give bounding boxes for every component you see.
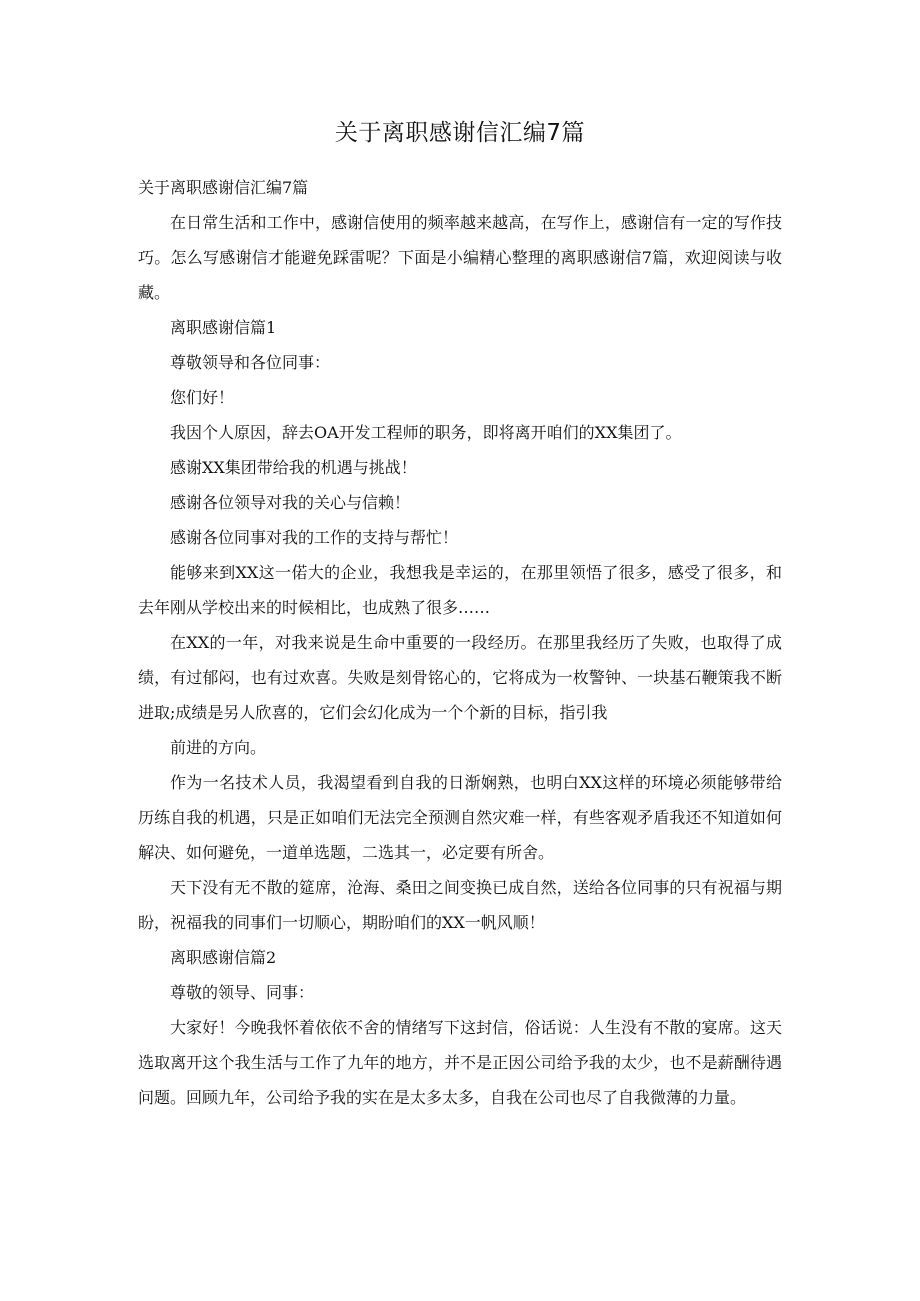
body-paragraph: 天下没有无不散的筵席，沧海、桑田之间变换已成自然，送给各位同事的只有祝福与期盼，祝福我的同事们一切顺心，期盼咱们的XX一帆风顺！ bbox=[138, 878, 782, 932]
section-heading-letter-1: 离职感谢信篇1 bbox=[170, 318, 277, 337]
body-paragraph: 作为一名技术人员，我渴望看到自我的日渐娴熟，也明白XX这样的环境必须能够带给历练自我的机遇，只是正如咱们无法完全预测自然灾难一样，有些客观矛盾我还不知道如何解决、如何避免，一道单选题，二选其一，必定要有所舍。 bbox=[138, 773, 782, 862]
letter-1-salutation: 尊敬领导和各位同事： bbox=[170, 353, 331, 372]
letter-2-salutation: 尊敬的领导、同事： bbox=[170, 983, 315, 1002]
document-subtitle: 关于离职感谢信汇编7篇 bbox=[138, 178, 309, 197]
body-paragraph: 感谢各位同事对我的工作的支持与帮忙！ bbox=[170, 528, 459, 547]
document-body bbox=[138, 170, 782, 1115]
section-heading-letter-2: 离职感谢信篇2 bbox=[170, 948, 277, 967]
body-paragraph: 能够来到XX这一偌大的企业，我想我是幸运的，在那里领悟了很多，感受了很多，和去年刚从学校出来的时候相比，也成熟了很多…… bbox=[138, 563, 782, 617]
body-paragraph: 前进的方向。 bbox=[170, 738, 267, 757]
letter-1-greeting: 您们好！ bbox=[170, 388, 235, 407]
body-paragraph: 我因个人原因，辞去OA开发工程师的职务，即将离开咱们的XX集团了。 bbox=[170, 423, 682, 442]
body-paragraph: 感谢各位领导对我的关心与信赖！ bbox=[170, 493, 411, 512]
document-title: 关于离职感谢信汇编7篇 bbox=[334, 120, 586, 146]
body-paragraph: 在XX的一年，对我来说是生命中重要的一段经历。在那里我经历了失败，也取得了成绩，有过郁闷，也有过欢喜。失败是刻骨铭心的，它将成为一枚警钟、一块基石鞭策我不断进取;成绩是另人欣喜的，它们会幻化成为一个个新的目标，指引我 bbox=[138, 633, 782, 722]
body-paragraph: 感谢XX集团带给我的机遇与挑战！ bbox=[170, 458, 417, 477]
intro-paragraph: 在日常生活和工作中，感谢信使用的频率越来越高，在写作上，感谢信有一定的写作技巧。怎么写感谢信才能避免踩雷呢？下面是小编精心整理的离职感谢信7篇，欢迎阅读与收藏。 bbox=[138, 213, 782, 302]
body-paragraph: 大家好！今晚我怀着依依不舍的情绪写下这封信，俗话说：人生没有不散的宴席。这天选取离开这个我生活与工作了九年的地方，并不是正因公司给予我的太少，也不是薪酬待遇问题。回顾九年，公司给予我的实在是太多太多，自我在公司也尽了自我微薄的力量。 bbox=[138, 1018, 782, 1107]
